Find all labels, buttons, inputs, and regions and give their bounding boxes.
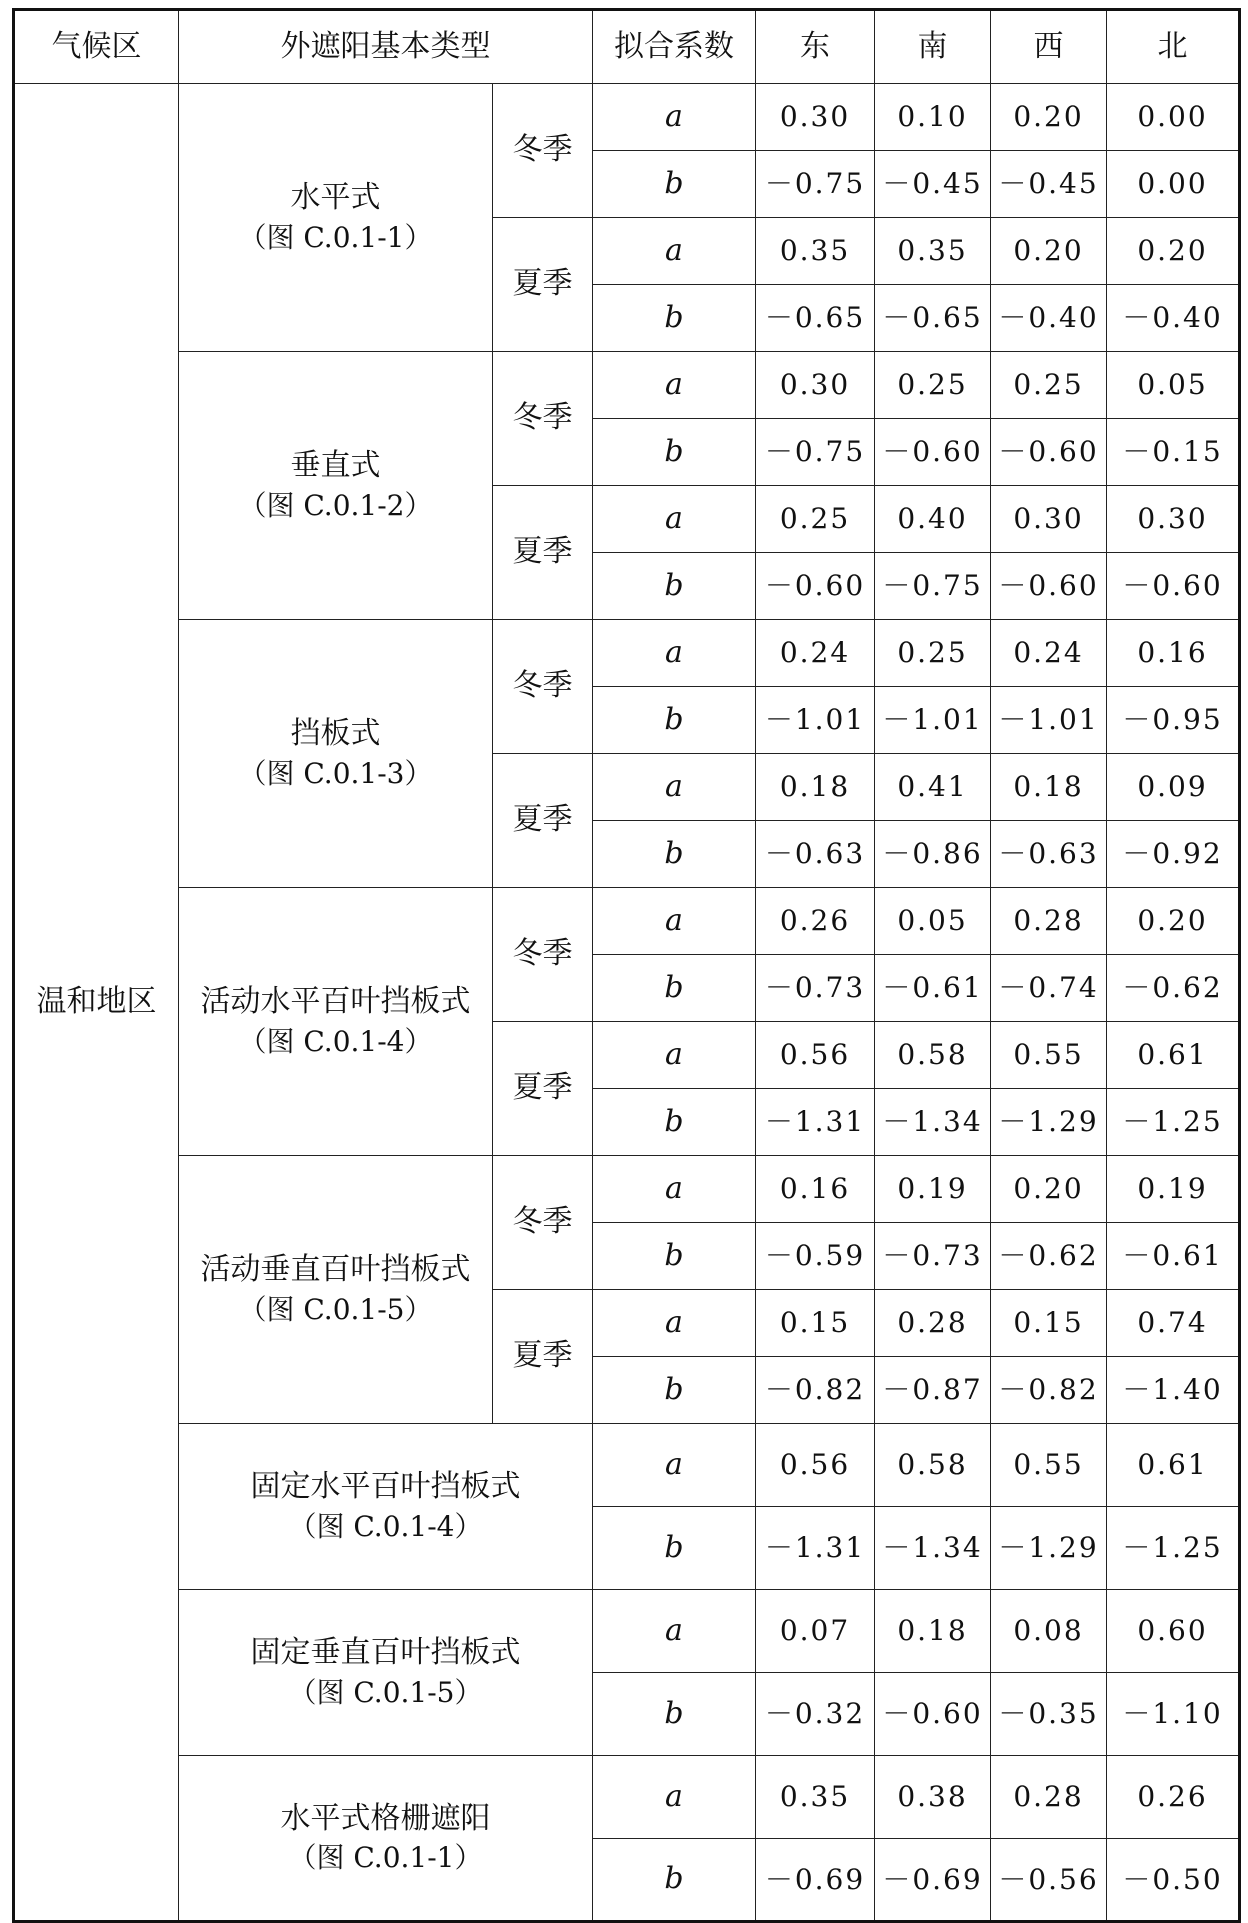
value-south: 0.19 [875,1156,991,1223]
coef-label-a: a [593,620,756,687]
table-row [14,1590,1240,1673]
coef-label-b: b [593,151,756,218]
value-east: －1.31 [756,1089,875,1156]
value-north: －0.95 [1107,687,1240,754]
value-south: 0.05 [875,888,991,955]
shading-type-cell [179,1156,493,1424]
shading-type-name: 活动水平百叶挡板式 [200,984,471,1020]
value-north: －0.40 [1107,285,1240,352]
coef-label-a: a [593,352,756,419]
coef-label-b: b [593,1089,756,1156]
value-east: －0.73 [756,955,875,1022]
value-east: 0.35 [756,218,875,285]
value-north: 0.30 [1107,486,1240,553]
season-cell-summer: 夏季 [493,754,593,888]
coef-label-b: b [593,1507,756,1590]
coef-label-a: a [593,754,756,821]
season-cell-winter: 冬季 [493,84,593,218]
coef-label-b: b [593,687,756,754]
table-row [14,84,1240,151]
shading-type-figure: （图 C.0.1-5） [238,1292,433,1326]
coef-label-a: a [593,1290,756,1357]
shading-type-name: 活动垂直百叶挡板式 [200,1252,471,1288]
value-north: 0.05 [1107,352,1240,419]
value-north: 0.00 [1107,151,1240,218]
value-east: 0.56 [756,1022,875,1089]
table-row [14,1156,1240,1223]
value-south: －0.61 [875,955,991,1022]
value-east: 0.15 [756,1290,875,1357]
value-south: 0.18 [875,1590,991,1673]
coef-label-a: a [593,218,756,285]
coef-label-b: b [593,955,756,1022]
value-south: 0.40 [875,486,991,553]
value-west: －0.56 [991,1839,1107,1922]
value-east: －0.82 [756,1357,875,1424]
shading-type-cell [179,1756,593,1922]
coef-label-b: b [593,821,756,888]
value-west: －1.29 [991,1507,1107,1590]
value-east: 0.56 [756,1424,875,1507]
value-north: 0.00 [1107,84,1240,151]
value-south: 0.35 [875,218,991,285]
coef-label-b: b [593,1223,756,1290]
shading-type-cell [179,888,493,1156]
table-row [14,1424,1240,1507]
coef-label-a: a [593,486,756,553]
value-west: 0.20 [991,218,1107,285]
value-west: －0.45 [991,151,1107,218]
header-type: 外遮阳基本类型 [179,10,593,84]
value-east: 0.30 [756,84,875,151]
shading-type-name: 水平式 [290,180,381,216]
value-south: 0.28 [875,1290,991,1357]
value-north: －0.92 [1107,821,1240,888]
table-row [14,1756,1240,1839]
value-east: －0.65 [756,285,875,352]
shading-type-name: 固定水平百叶挡板式 [250,1469,521,1505]
value-west: 0.28 [991,888,1107,955]
value-south: －0.87 [875,1357,991,1424]
value-west: 0.08 [991,1590,1107,1673]
coef-label-a: a [593,84,756,151]
shading-type-cell [179,352,493,620]
value-west: －0.63 [991,821,1107,888]
coef-label-b: b [593,419,756,486]
value-south: －0.75 [875,553,991,620]
value-south: 0.10 [875,84,991,151]
value-west: －0.60 [991,553,1107,620]
value-south: －0.65 [875,285,991,352]
value-south: －0.69 [875,1839,991,1922]
coef-label-a: a [593,1156,756,1223]
value-west: －1.29 [991,1089,1107,1156]
shading-type-cell [179,1590,593,1756]
shading-type-cell [179,84,493,352]
header-row [14,10,1240,84]
value-south: －0.73 [875,1223,991,1290]
coef-label-a: a [593,1424,756,1507]
shading-type-figure: （图 C.0.1-3） [238,756,433,790]
value-north: －1.25 [1107,1089,1240,1156]
value-east: －1.31 [756,1507,875,1590]
shading-type-name: 挡板式 [290,716,381,752]
shading-type-figure: （图 C.0.1-2） [238,488,433,522]
season-cell-winter: 冬季 [493,352,593,486]
header-zone: 气候区 [14,10,179,84]
value-north: 0.60 [1107,1590,1240,1673]
value-north: 0.26 [1107,1756,1240,1839]
coef-label-b: b [593,1357,756,1424]
value-west: 0.20 [991,1156,1107,1223]
shading-type-figure: （图 C.0.1-1） [238,220,433,254]
value-east: －0.75 [756,419,875,486]
value-south: －0.60 [875,419,991,486]
value-south: －0.60 [875,1673,991,1756]
value-east: 0.25 [756,486,875,553]
coef-label-b: b [593,1673,756,1756]
value-north: －0.62 [1107,955,1240,1022]
value-east: 0.30 [756,352,875,419]
value-east: 0.35 [756,1756,875,1839]
value-north: －1.25 [1107,1507,1240,1590]
value-south: 0.41 [875,754,991,821]
value-north: －1.10 [1107,1673,1240,1756]
value-north: －0.60 [1107,553,1240,620]
shading-type-name: 垂直式 [290,448,381,484]
value-south: 0.25 [875,620,991,687]
value-north: 0.61 [1107,1424,1240,1507]
value-south: 0.25 [875,352,991,419]
value-north: 0.74 [1107,1290,1240,1357]
value-north: 0.61 [1107,1022,1240,1089]
season-cell-winter: 冬季 [493,888,593,1022]
season-cell-summer: 夏季 [493,486,593,620]
value-west: 0.30 [991,486,1107,553]
coef-label-b: b [593,285,756,352]
table-row [14,888,1240,955]
value-west: －0.35 [991,1673,1107,1756]
value-north: －1.40 [1107,1357,1240,1424]
value-north: 0.20 [1107,888,1240,955]
value-west: 0.28 [991,1756,1107,1839]
shading-type-cell [179,620,493,888]
value-north: 0.20 [1107,218,1240,285]
value-west: －0.82 [991,1357,1107,1424]
value-west: －0.74 [991,955,1107,1022]
coef-label-a: a [593,1756,756,1839]
coefficient-table-container [12,8,1238,1900]
value-south: －0.45 [875,151,991,218]
header-east: 东 [756,10,875,84]
value-east: －0.32 [756,1673,875,1756]
season-cell-winter: 冬季 [493,1156,593,1290]
shading-type-figure: （图 C.0.1-1） [288,1841,483,1875]
value-west: 0.25 [991,352,1107,419]
value-west: －0.62 [991,1223,1107,1290]
value-south: 0.58 [875,1424,991,1507]
shading-type-figure: （图 C.0.1-4） [238,1024,433,1058]
value-west: －0.60 [991,419,1107,486]
value-south: 0.38 [875,1756,991,1839]
value-west: 0.55 [991,1424,1107,1507]
zone-cell: 温和地区 [14,84,179,1922]
value-east: －0.59 [756,1223,875,1290]
shading-type-name: 固定垂直百叶挡板式 [250,1635,521,1671]
value-west: －0.40 [991,285,1107,352]
shading-type-cell [179,1424,593,1590]
shading-coefficient-table [12,8,1241,1923]
value-east: 0.16 [756,1156,875,1223]
value-north: －0.61 [1107,1223,1240,1290]
value-south: 0.58 [875,1022,991,1089]
value-west: 0.20 [991,84,1107,151]
season-cell-summer: 夏季 [493,218,593,352]
value-east: －0.69 [756,1839,875,1922]
table-row [14,352,1240,419]
value-east: －0.75 [756,151,875,218]
value-south: －1.01 [875,687,991,754]
coef-label-b: b [593,553,756,620]
season-cell-winter: 冬季 [493,620,593,754]
value-north: －0.15 [1107,419,1240,486]
shading-type-name: 水平式格栅遮阳 [280,1800,491,1836]
value-east: 0.07 [756,1590,875,1673]
value-north: 0.09 [1107,754,1240,821]
coef-label-a: a [593,888,756,955]
value-west: 0.24 [991,620,1107,687]
value-west: 0.18 [991,754,1107,821]
value-north: 0.19 [1107,1156,1240,1223]
value-east: －0.63 [756,821,875,888]
header-west: 西 [991,10,1107,84]
value-south: －0.86 [875,821,991,888]
value-west: －1.01 [991,687,1107,754]
coef-label-a: a [593,1022,756,1089]
value-south: －1.34 [875,1089,991,1156]
shading-type-figure: （图 C.0.1-4） [288,1509,483,1543]
value-east: 0.24 [756,620,875,687]
season-cell-summer: 夏季 [493,1290,593,1424]
table-body [14,84,1240,1922]
shading-type-figure: （图 C.0.1-5） [288,1675,483,1709]
header-north: 北 [1107,10,1240,84]
value-north: －0.50 [1107,1839,1240,1922]
season-cell-summer: 夏季 [493,1022,593,1156]
coef-label-a: a [593,1590,756,1673]
header-south: 南 [875,10,991,84]
coef-label-b: b [593,1839,756,1922]
value-north: 0.16 [1107,620,1240,687]
value-east: 0.18 [756,754,875,821]
value-east: －0.60 [756,553,875,620]
value-west: 0.15 [991,1290,1107,1357]
value-east: －1.01 [756,687,875,754]
value-west: 0.55 [991,1022,1107,1089]
header-coef: 拟合系数 [593,10,756,84]
value-east: 0.26 [756,888,875,955]
table-row [14,620,1240,687]
value-south: －1.34 [875,1507,991,1590]
